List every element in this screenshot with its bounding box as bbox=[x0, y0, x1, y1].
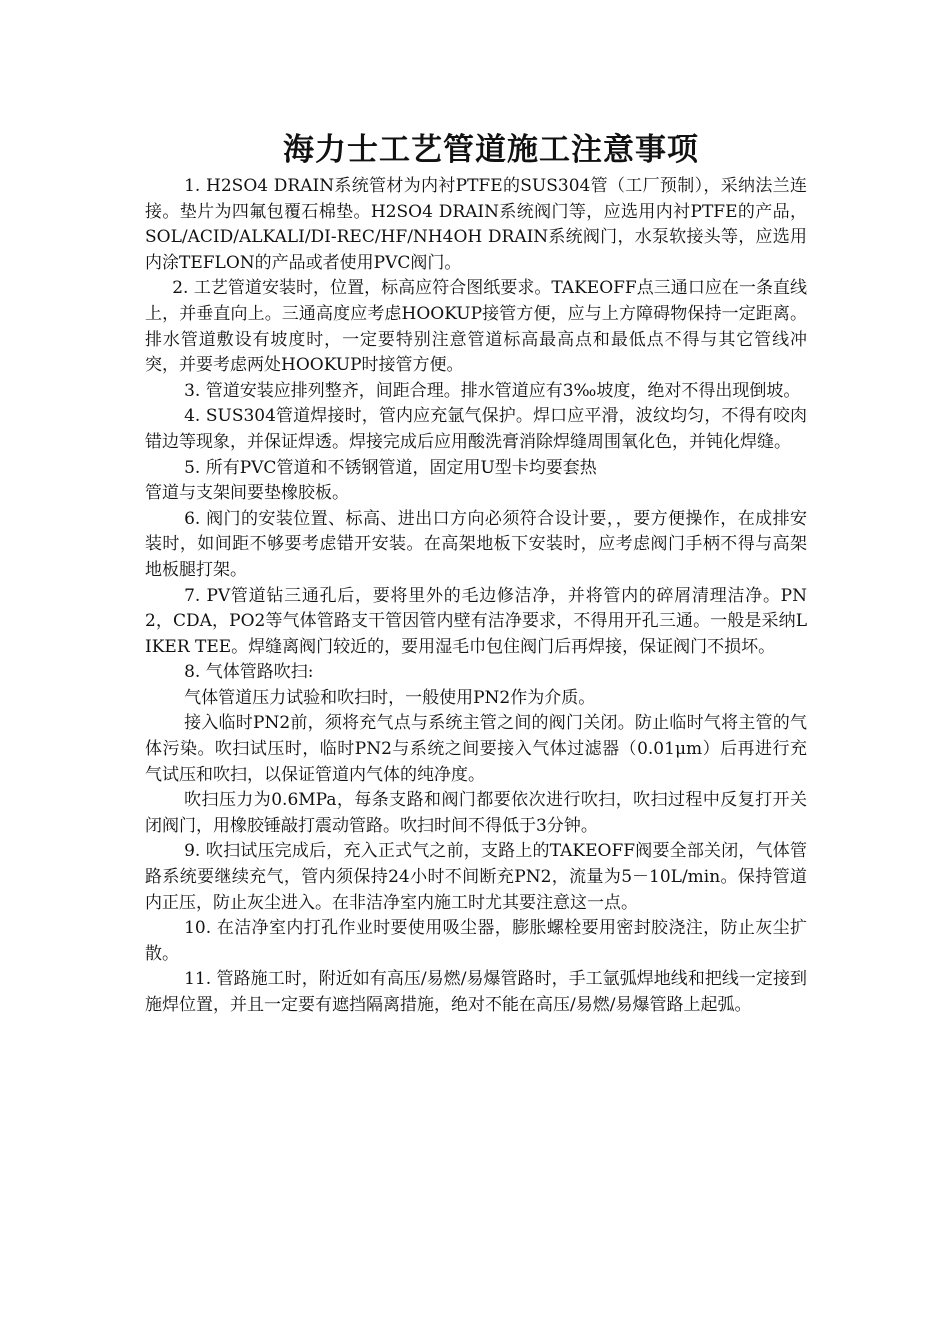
paragraph-p14: 11. 管路施工时，附近如有高压/易燃/易爆管路时，手工氩弧焊地线和把线一定接到施焊位置，并且一定要有遮挡隔离措施，绝对不能在高压/易燃/易爆管路上起弧。 bbox=[145, 969, 807, 1015]
paragraph-p9: 气体管道压力试验和吹扫时，一般使用PN2作为介质。 bbox=[184, 687, 596, 708]
paragraph-p13: 10. 在洁净室内打孔作业时要使用吸尘器，膨胀螺栓要用密封胶浇注，防止灰尘扩散。 bbox=[145, 918, 807, 964]
paragraph-p8: 8. 气体管路吹扫: bbox=[184, 662, 314, 683]
paragraph-p2: 2. 工艺管道安装时，位置，标高应符合图纸要求。TAKEOFF点三通口应在一条直线上，并垂直向上。三通高度应考虑HOOKUP接管方便，应与上方障碍物保持一定距离。排水管道敷设有坡度时，一定要特别注意管道标高最高点和最低点不得与其它管线冲突，并要考虑两处HOOKUP时接管方便。 bbox=[145, 278, 807, 376]
paragraph-p5a: 5. 所有PVC管道和不锈钢管道，固定用U型卡均要套热 bbox=[184, 457, 597, 478]
paragraph-p3: 3. 管道安装应排列整齐，间距合理。排水管道应有3‰坡度，绝对不得出现倒坡。 bbox=[184, 380, 801, 401]
document-title: 海力士工艺管道施工注意事项 bbox=[283, 132, 699, 168]
paragraph-p10: 接入临时PN2前，须将充气点与系统主管之间的阀门关闭。防止临时气将主管的气体污染。吹扫试压时，临时PN2与系统之间要接入气体过滤器（0.01μm）后再进行充气试压和吹扫，以保证管道内气体的纯净度。 bbox=[145, 713, 807, 785]
paragraph-p7: 7. PV管道钻三通孔后，要将里外的毛边修洁净，并将管内的碎屑清理洁净。PN2，CDA，PO2等气体管路支干管因管内壁有洁净要求，不得用开孔三通。一般是采纳LIKER TEE。焊缝离阀门较近的，要用湿毛巾包住阀门后再焊接，保证阀门不损坏。 bbox=[145, 585, 807, 657]
paragraph-p11: 吹扫压力为0.6MPa，每条支路和阀门都要依次进行吹扫，吹扫过程中反复打开关闭阀门，用橡胶锤敲打震动管路。吹扫时间不得低于3分钟。 bbox=[145, 790, 807, 836]
paragraph-p5b: 管道与支架间要垫橡胶板。 bbox=[145, 483, 349, 504]
document-page bbox=[145, 126, 807, 1019]
paragraph-p12: 9. 吹扫试压完成后，充入正式气之前，支路上的TAKEOFF阀要全部关闭，气体管路系统要继续充气，管内须保持24小时不间断充PN2，流量为5－10L/min。保持管道内正压，防止灰尘进入。在非洁净室内施工时尤其要注意这一点。 bbox=[145, 841, 807, 913]
document-body bbox=[145, 174, 807, 1019]
paragraph-p1: 1. H2SO4 DRAIN系统管材为内衬PTFE的SUS304管（工厂预制），采纳法兰连接。垫片为四氟包覆石棉垫。H2SO4 DRAIN系统阀门等，应选用内衬PTFE的产品，SOL/ACID/ALKALI/DI-REC/HF/NH4OH DRAIN系统阀门，水泵软接头等，应选用内涂TEFLON的产品或者使用PVC阀门。 bbox=[145, 176, 807, 273]
paragraph-p4: 4. SUS304管道焊接时，管内应充氩气保护。焊口应平滑，波纹均匀，不得有咬肉错边等现象，并保证焊透。焊接完成后应用酸洗膏消除焊缝周围氧化色，并钝化焊缝。 bbox=[145, 406, 807, 452]
paragraph-p6: 6. 阀门的安装位置、标高、进出口方向必须符合设计要，，要方便操作，在成排安装时，如间距不够要考虑错开安装。在高架地板下安装时，应考虑阀门手柄不得与高架地板腿打架。 bbox=[145, 508, 807, 580]
